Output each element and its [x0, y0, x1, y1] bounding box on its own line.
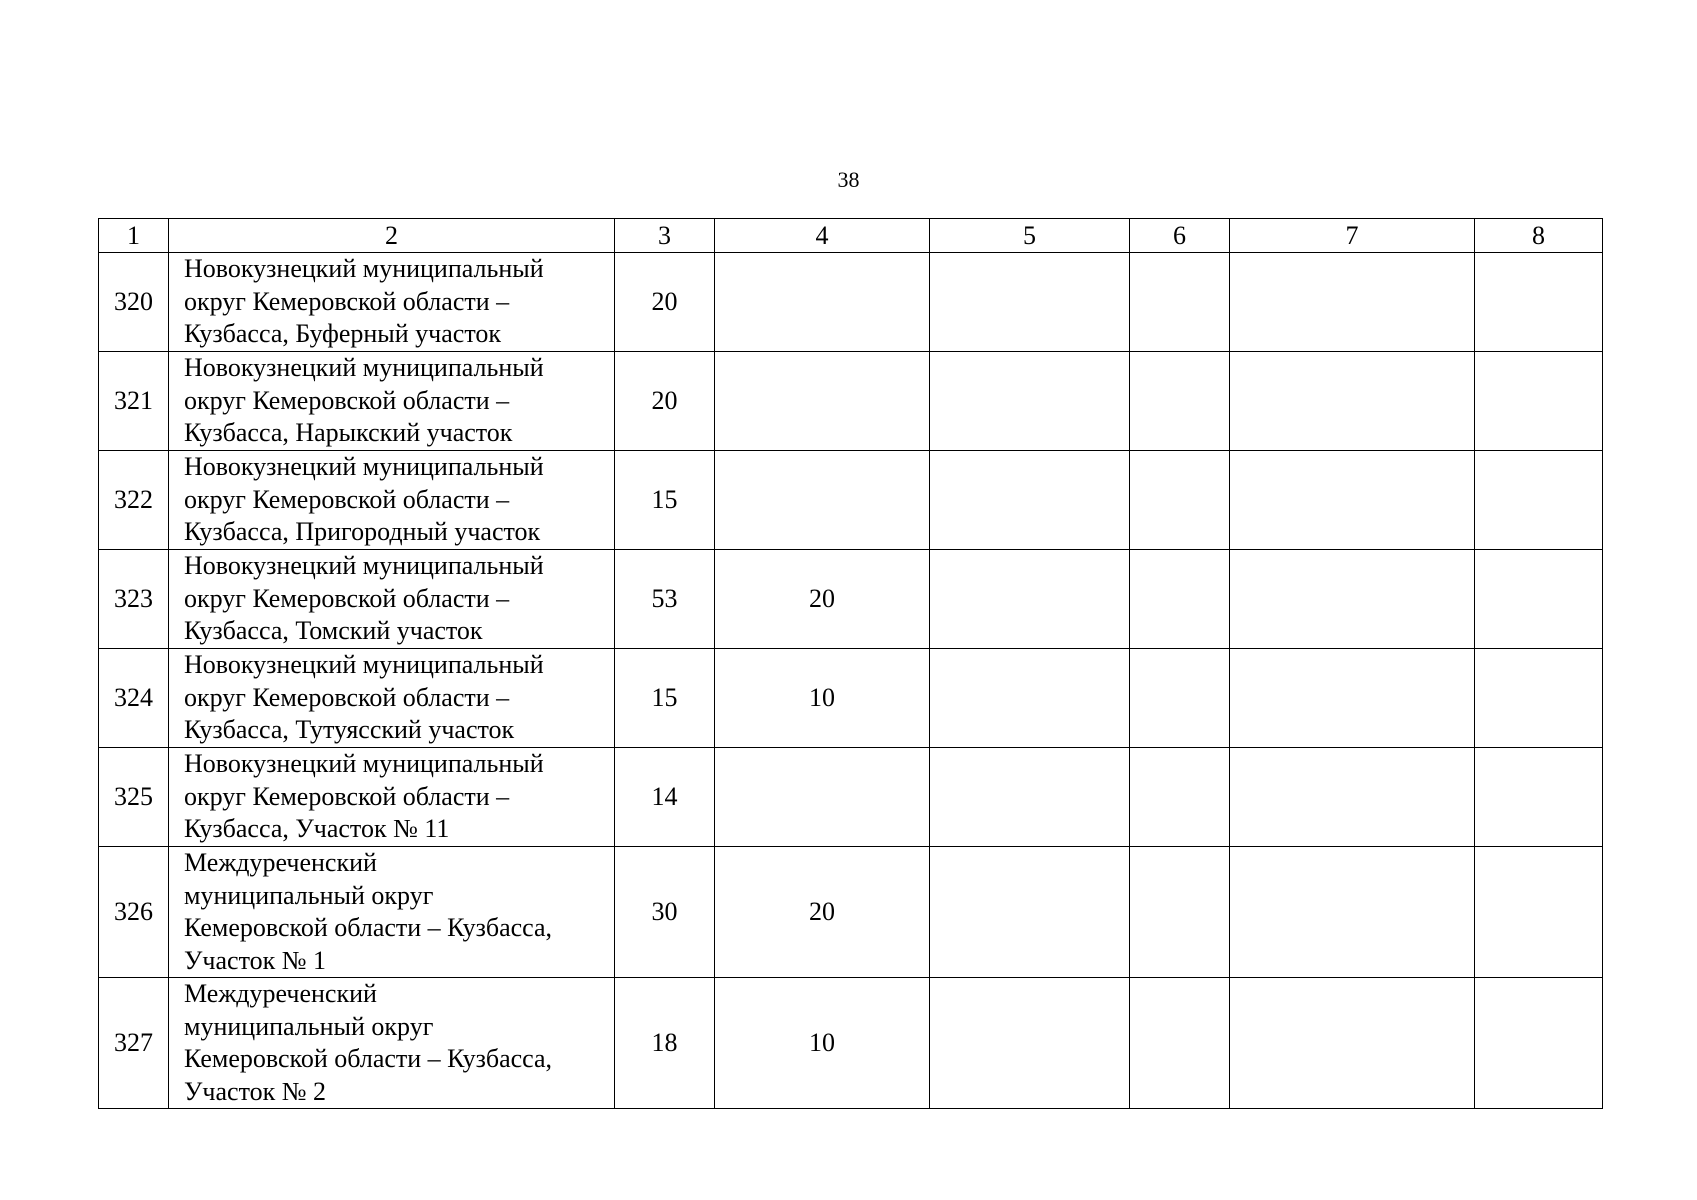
- value-cell-c6: [1130, 451, 1230, 550]
- value-cell-c4: 20: [715, 550, 930, 649]
- name-line: Кузбасса, Буферный участок: [184, 319, 501, 349]
- value-cell-c5: [930, 978, 1130, 1109]
- name-line: Междуреченский: [184, 848, 377, 877]
- value-cell-c8: [1475, 253, 1603, 352]
- value-cell-c6: [1130, 550, 1230, 649]
- table-row: [99, 451, 1603, 550]
- value-cell-c7: [1230, 352, 1475, 451]
- name-line: Новокузнецкий муниципальный: [184, 254, 544, 284]
- value-cell-c4: [715, 352, 930, 451]
- table-row: [99, 978, 1603, 1109]
- table-header-row: [99, 219, 1603, 253]
- value-cell-c8: [1475, 451, 1603, 550]
- row-number-cell: 323: [99, 550, 169, 649]
- table-row: [99, 748, 1603, 847]
- name-line: Кузбасса, Тутуясский участок: [184, 715, 515, 745]
- value-cell-c3: 14: [615, 748, 715, 847]
- column-header: 5: [930, 219, 1130, 253]
- value-cell-c8: [1475, 847, 1603, 978]
- name-line: Кемеровской области – Кузбасса,: [184, 913, 553, 942]
- value-cell-c8: [1475, 649, 1603, 748]
- name-line: Участок № 1: [184, 945, 327, 975]
- name-line: Новокузнецкий муниципальный: [184, 749, 544, 779]
- row-number-cell: 326: [99, 847, 169, 978]
- name-line: округ Кемеровской области –: [184, 385, 510, 415]
- value-cell-c4: [715, 451, 930, 550]
- name-line: Новокузнецкий муниципальный: [184, 551, 544, 581]
- value-cell-c8: [1475, 748, 1603, 847]
- value-cell-c5: [930, 847, 1130, 978]
- column-header: 1: [99, 219, 169, 253]
- name-line: округ Кемеровской области –: [184, 781, 510, 811]
- value-cell-c3: 20: [615, 253, 715, 352]
- municipality-name-cell: [169, 978, 615, 1109]
- value-cell-c6: [1130, 847, 1230, 978]
- name-line: округ Кемеровской области –: [184, 583, 510, 613]
- name-line: Новокузнецкий муниципальный: [184, 650, 544, 680]
- name-line: Кузбасса, Нарыкский участок: [184, 418, 513, 448]
- name-line: муниципальный округ: [184, 880, 434, 910]
- value-cell-c5: [930, 352, 1130, 451]
- municipality-name-cell: [169, 649, 615, 748]
- table-body: [99, 219, 1603, 1109]
- table-row: [99, 649, 1603, 748]
- name-line: Кузбасса, Пригородный участок: [184, 517, 541, 547]
- name-line: Участок № 2: [184, 1076, 327, 1106]
- table-row: [99, 847, 1603, 978]
- value-cell-c4: [715, 253, 930, 352]
- row-number-cell: 327: [99, 978, 169, 1109]
- municipality-name-cell: [169, 253, 615, 352]
- value-cell-c7: [1230, 847, 1475, 978]
- value-cell-c7: [1230, 550, 1475, 649]
- row-number-cell: 321: [99, 352, 169, 451]
- value-cell-c5: [930, 649, 1130, 748]
- value-cell-c3: 53: [615, 550, 715, 649]
- column-header: 8: [1475, 219, 1603, 253]
- value-cell-c3: 18: [615, 978, 715, 1109]
- column-header: 2: [169, 219, 615, 253]
- value-cell-c7: [1230, 649, 1475, 748]
- row-number-cell: 325: [99, 748, 169, 847]
- value-cell-c7: [1230, 748, 1475, 847]
- value-cell-c6: [1130, 352, 1230, 451]
- value-cell-c4: 20: [715, 847, 930, 978]
- table-row: [99, 352, 1603, 451]
- row-number-cell: 320: [99, 253, 169, 352]
- value-cell-c3: 20: [615, 352, 715, 451]
- table-row: [99, 253, 1603, 352]
- name-line: Новокузнецкий муниципальный: [184, 353, 544, 383]
- value-cell-c8: [1475, 978, 1603, 1109]
- page-number: 38: [837, 167, 860, 192]
- municipality-name-cell: [169, 748, 615, 847]
- value-cell-c6: [1130, 748, 1230, 847]
- value-cell-c8: [1475, 352, 1603, 451]
- name-line: муниципальный округ: [184, 1011, 434, 1041]
- value-cell-c5: [930, 451, 1130, 550]
- value-cell-c4: 10: [715, 649, 930, 748]
- name-line: округ Кемеровской области –: [184, 682, 510, 712]
- value-cell-c4: 10: [715, 978, 930, 1109]
- value-cell-c3: 30: [615, 847, 715, 978]
- column-header: 6: [1130, 219, 1230, 253]
- value-cell-c7: [1230, 451, 1475, 550]
- row-number-cell: 324: [99, 649, 169, 748]
- table-row: [99, 550, 1603, 649]
- column-header: 7: [1230, 219, 1475, 253]
- value-cell-c6: [1130, 978, 1230, 1109]
- value-cell-c7: [1230, 253, 1475, 352]
- name-line: Новокузнецкий муниципальный: [184, 452, 544, 482]
- value-cell-c7: [1230, 978, 1475, 1109]
- data-table: [98, 218, 1603, 1109]
- value-cell-c5: [930, 253, 1130, 352]
- value-cell-c5: [930, 748, 1130, 847]
- municipality-name-cell: [169, 550, 615, 649]
- value-cell-c6: [1130, 649, 1230, 748]
- name-line: Кузбасса, Участок № 11: [184, 814, 450, 844]
- value-cell-c4: [715, 748, 930, 847]
- value-cell-c3: 15: [615, 649, 715, 748]
- municipality-name-cell: [169, 352, 615, 451]
- value-cell-c8: [1475, 550, 1603, 649]
- value-cell-c5: [930, 550, 1130, 649]
- row-number-cell: 322: [99, 451, 169, 550]
- name-line: Кузбасса, Томский участок: [184, 616, 483, 646]
- municipality-name-cell: [169, 847, 615, 978]
- name-line: округ Кемеровской области –: [184, 484, 510, 514]
- name-line: Междуреченский: [184, 979, 377, 1008]
- value-cell-c6: [1130, 253, 1230, 352]
- value-cell-c3: 15: [615, 451, 715, 550]
- municipality-name-cell: [169, 451, 615, 550]
- column-header: 4: [715, 219, 930, 253]
- name-line: Кемеровской области – Кузбасса,: [184, 1044, 553, 1073]
- name-line: округ Кемеровской области –: [184, 286, 510, 316]
- column-header: 3: [615, 219, 715, 253]
